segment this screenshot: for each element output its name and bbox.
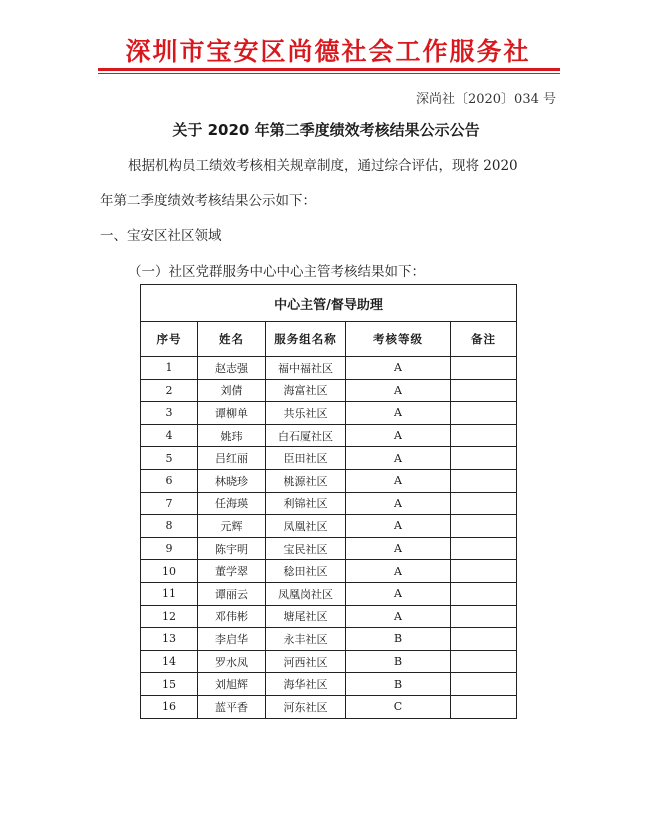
intro-paragraph-line-2: 年第二季度绩效考核结果公示如下：	[100, 193, 316, 209]
table-row	[141, 695, 517, 718]
assessment-grade: A	[346, 537, 451, 560]
row-note	[451, 628, 517, 651]
document-title: 关于 2020 年第二季度绩效考核结果公示公告	[172, 121, 480, 139]
table-row	[141, 515, 517, 538]
row-number: 13	[141, 628, 198, 651]
service-group: 宝民社区	[266, 537, 346, 560]
row-number: 4	[141, 424, 198, 447]
service-group: 利锦社区	[266, 492, 346, 515]
row-number: 14	[141, 650, 198, 673]
staff-name: 蓝平香	[198, 695, 266, 718]
intro-paragraph-line-1: 根据机构员工绩效考核相关规章制度，通过综合评估，现将 2020	[128, 158, 518, 174]
service-group: 永丰社区	[266, 628, 346, 651]
row-note	[451, 650, 517, 673]
table-row	[141, 492, 517, 515]
row-note	[451, 379, 517, 402]
staff-name: 陈宇明	[198, 537, 266, 560]
row-note	[451, 695, 517, 718]
row-number: 3	[141, 402, 198, 425]
assessment-grade: A	[346, 379, 451, 402]
row-number: 6	[141, 469, 198, 492]
assessment-grade: A	[346, 582, 451, 605]
table-row	[141, 357, 517, 380]
table-body	[141, 357, 517, 719]
row-note	[451, 424, 517, 447]
table-row	[141, 424, 517, 447]
organization-letterhead: 深圳市宝安区尚德社会工作服务社	[125, 37, 531, 66]
table-row	[141, 469, 517, 492]
row-number: 5	[141, 447, 198, 470]
service-group: 塘尾社区	[266, 605, 346, 628]
table-row	[141, 537, 517, 560]
service-group: 河西社区	[266, 650, 346, 673]
row-number: 7	[141, 492, 198, 515]
assessment-grade: B	[346, 673, 451, 696]
table-row	[141, 605, 517, 628]
assessment-grade: A	[346, 605, 451, 628]
row-number: 16	[141, 695, 198, 718]
column-header-grade: 考核等级	[346, 322, 451, 357]
row-note	[451, 560, 517, 583]
service-group: 臣田社区	[266, 447, 346, 470]
staff-name: 刘旭辉	[198, 673, 266, 696]
staff-name: 任海瑛	[198, 492, 266, 515]
table-row	[141, 628, 517, 651]
row-note	[451, 605, 517, 628]
staff-name: 邓伟彬	[198, 605, 266, 628]
assessment-grade: A	[346, 469, 451, 492]
table-row	[141, 560, 517, 583]
row-number: 1	[141, 357, 198, 380]
service-group: 共乐社区	[266, 402, 346, 425]
service-group: 河东社区	[266, 695, 346, 718]
staff-name: 吕红丽	[198, 447, 266, 470]
row-note	[451, 357, 517, 380]
document-number: 深尚社〔2020〕034 号	[415, 92, 556, 107]
service-group: 稔田社区	[266, 560, 346, 583]
assessment-grade: A	[346, 560, 451, 583]
staff-name: 刘倩	[198, 379, 266, 402]
results-table	[140, 284, 517, 719]
service-group: 福中福社区	[266, 357, 346, 380]
staff-name: 元辉	[198, 515, 266, 538]
service-group: 白石厦社区	[266, 424, 346, 447]
service-group: 凤凰社区	[266, 515, 346, 538]
column-header-note: 备注	[451, 322, 517, 357]
row-note	[451, 402, 517, 425]
service-group: 海华社区	[266, 673, 346, 696]
staff-name: 赵志强	[198, 357, 266, 380]
staff-name: 谭丽云	[198, 582, 266, 605]
staff-name: 姚玮	[198, 424, 266, 447]
assessment-grade: A	[346, 424, 451, 447]
row-note	[451, 492, 517, 515]
row-number: 9	[141, 537, 198, 560]
letterhead-red-rule	[98, 68, 560, 71]
table-row	[141, 402, 517, 425]
row-number: 15	[141, 673, 198, 696]
row-number: 12	[141, 605, 198, 628]
staff-name: 李启华	[198, 628, 266, 651]
row-note	[451, 537, 517, 560]
row-note	[451, 469, 517, 492]
table-row	[141, 379, 517, 402]
column-header-number: 序号	[141, 322, 198, 357]
service-group: 凤凰岗社区	[266, 582, 346, 605]
service-group: 海富社区	[266, 379, 346, 402]
assessment-grade: A	[346, 402, 451, 425]
assessment-grade: A	[346, 447, 451, 470]
row-note	[451, 447, 517, 470]
section-heading: 一、宝安区社区领域	[100, 228, 222, 244]
row-number: 2	[141, 379, 198, 402]
table-row	[141, 673, 517, 696]
staff-name: 林晓珍	[198, 469, 266, 492]
staff-name: 董学翠	[198, 560, 266, 583]
assessment-grade: C	[346, 695, 451, 718]
row-number: 11	[141, 582, 198, 605]
column-header-group: 服务组名称	[266, 322, 346, 357]
row-note	[451, 515, 517, 538]
table-header-row	[141, 322, 517, 357]
table-row	[141, 650, 517, 673]
row-note	[451, 673, 517, 696]
table-row	[141, 447, 517, 470]
row-note	[451, 582, 517, 605]
letterhead-red-rule-thin	[98, 73, 560, 74]
subsection-heading: （一）社区党群服务中心中心主管考核结果如下：	[128, 264, 425, 280]
assessment-grade: B	[346, 650, 451, 673]
table-row	[141, 582, 517, 605]
table-caption: 中心主管/督导助理	[141, 285, 517, 322]
row-number: 10	[141, 560, 198, 583]
assessment-grade: B	[346, 628, 451, 651]
staff-name: 谭柳单	[198, 402, 266, 425]
column-header-name: 姓名	[198, 322, 266, 357]
staff-name: 罗水凤	[198, 650, 266, 673]
assessment-grade: A	[346, 515, 451, 538]
assessment-grade: A	[346, 492, 451, 515]
assessment-grade: A	[346, 357, 451, 380]
service-group: 桃源社区	[266, 469, 346, 492]
row-number: 8	[141, 515, 198, 538]
